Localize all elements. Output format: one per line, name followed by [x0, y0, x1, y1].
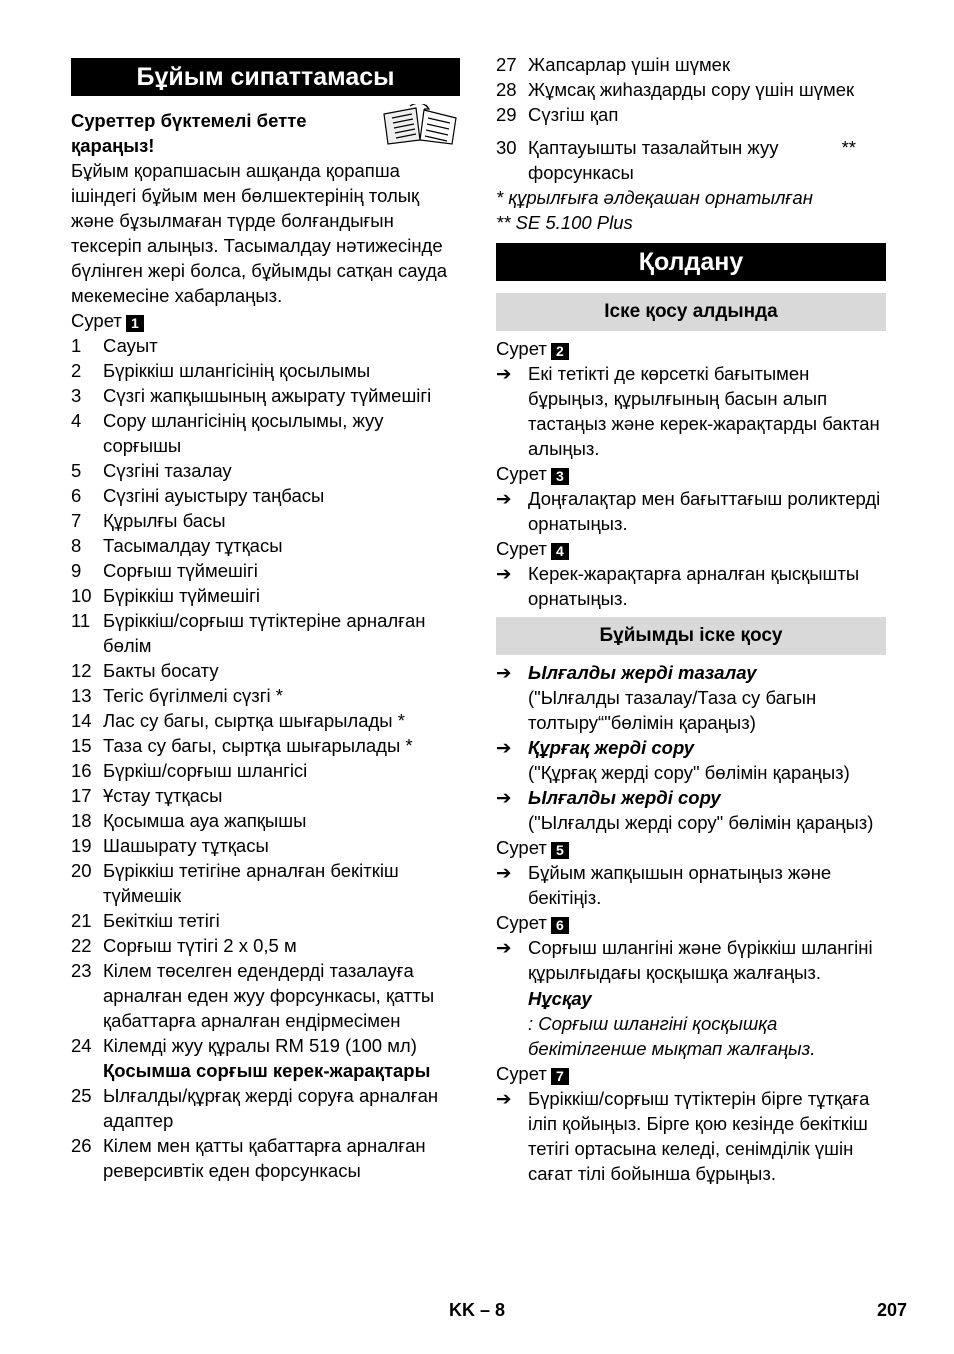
arrow-icon: ➔: [496, 488, 512, 509]
figure-label: Сурет: [496, 338, 547, 359]
list-item-text: Бүріккіш шлангісінің қосылымы: [103, 360, 371, 381]
figure-ref-3: [496, 461, 886, 486]
list-item-text: Жапсарлар үшін шүмек: [528, 54, 731, 75]
list-item-text: Сауыт: [103, 335, 158, 356]
arrow-icon: ➔: [496, 1088, 512, 1109]
figure-ref-6: [496, 910, 886, 935]
figure-label: Сурет: [496, 837, 547, 858]
accessories-list: [71, 1083, 460, 1183]
list-item-number: 15: [71, 735, 92, 756]
list-item-number: 21: [71, 910, 92, 931]
list-item-number: 24: [71, 1035, 92, 1056]
figure-ref-4: [496, 536, 886, 561]
list-item-number: 10: [71, 585, 92, 606]
list-item: [71, 508, 460, 533]
figure-number-badge: 5: [551, 842, 569, 859]
list-item: [71, 1083, 460, 1133]
list-item: [71, 1133, 460, 1183]
list-item-number: 23: [71, 960, 92, 981]
mode-title-wet-vac: Ылғалды жерді сору: [528, 787, 721, 808]
mode-reference: ("Құрғақ жерді сору" бөлімін қараңыз): [528, 762, 850, 783]
list-item-text: Сүзгі жапқышының ажырату түймешігі: [103, 385, 432, 406]
list-item-number: 4: [71, 410, 82, 431]
accessories-heading: Қосымша сорғыш керек-жарақтары: [103, 1060, 431, 1081]
double-asterisk-mark: **: [841, 137, 856, 158]
instruction-step: [496, 785, 886, 835]
instruction-step: [496, 486, 886, 536]
list-item-text: Сорғыш түймешігі: [103, 560, 258, 581]
mode-title-dry: Құрғақ жерді сору: [528, 737, 695, 758]
list-item-text: Сүзгіні тазалау: [103, 460, 232, 481]
list-item: [71, 958, 460, 1033]
figure-number-badge: 6: [551, 917, 569, 934]
list-item-number: 5: [71, 460, 82, 481]
list-item: [496, 102, 886, 127]
instruction-step: [496, 1086, 886, 1186]
mode-reference: ("Ылғалды жерді сору" бөлімін қараңыз): [528, 812, 874, 833]
mode-title-wet-clean: Ылғалды жерді тазалау: [528, 662, 757, 683]
instruction-text: Керек-жарақтарға арналған қысқышты орнатыңыз.: [528, 563, 860, 609]
figure-label: Сурет: [71, 310, 122, 331]
list-item-number: 6: [71, 485, 82, 506]
list-item-number: 27: [496, 54, 517, 75]
list-item-text: Таза су багы, сыртқа шығарылады *: [103, 735, 413, 756]
instruction-step: [496, 935, 886, 985]
list-item-text: Сору шлангісінің қосылымы, жуу сорғышы: [103, 410, 384, 456]
figure-label: Сурет: [496, 538, 547, 559]
list-item-text: Сүзгіні ауыстыру таңбасы: [103, 485, 325, 506]
foldout-note: Суреттер бүктемелі бетте қараңыз!: [71, 110, 307, 156]
arrow-icon: ➔: [496, 662, 512, 683]
list-item-text: Кілемді жуу құралы RM 519 (100 мл): [103, 1035, 417, 1056]
list-item: [71, 833, 460, 858]
instruction-text: Сорғыш шлангіні және бүріккіш шлангіні құрылғыдағы қосқышқа жалғаңыз.: [528, 937, 873, 983]
list-item: [71, 533, 460, 558]
list-item-text: Сүзгіш қап: [528, 104, 619, 125]
footer-language-page: KK – 8: [449, 1300, 506, 1320]
figure-label: Сурет: [496, 1063, 547, 1084]
list-item: [496, 52, 886, 77]
list-item-number: 13: [71, 685, 92, 706]
list-item-number: 25: [71, 1085, 92, 1106]
list-item-number: 12: [71, 660, 92, 681]
list-item-number: 1: [71, 335, 82, 356]
list-item-text: Қосымша ауа жапқышы: [103, 810, 307, 831]
list-item-text: Ылғалды/құрғақ жерді соруға арналған адаптер: [103, 1085, 439, 1131]
list-item: [71, 908, 460, 933]
list-item-number: 2: [71, 360, 82, 381]
list-item-number: 19: [71, 835, 92, 856]
list-item-text: Тасымалдау тұтқасы: [103, 535, 283, 556]
arrow-icon: ➔: [496, 787, 512, 808]
list-item: [71, 683, 460, 708]
list-item-number: 20: [71, 860, 92, 881]
intro-text: Бұйым қорапшасын ашқанда қорапша ішіндегі бұйым мен бөлшектерінің толық және бұзылмаған түрде болғандығын тексеріп алыңыз. Тасымалдау нәтижесінде бүлінген жері болса, бұйымды сатқан сауда мекемесіне хабарлаңыз.: [71, 160, 448, 306]
figure-number-badge: 4: [551, 543, 569, 560]
mode-reference: ("Ылғалды тазалау/Таза су багын толтыру“"бөлімін қараңыз): [528, 687, 817, 733]
list-item-text: Тегіс бүгілмелі сүзгі *: [103, 685, 283, 706]
list-item: [71, 583, 460, 608]
figure-number-badge: 7: [551, 1068, 569, 1085]
intro-block: [71, 108, 460, 308]
list-item: [496, 135, 886, 185]
figure-label: Сурет: [496, 463, 547, 484]
list-item-text: Кілем мен қатты қабаттарға арналған реверсивтік еден форсункасы: [103, 1135, 426, 1181]
left-column: [71, 52, 460, 1183]
list-item-number: 8: [71, 535, 82, 556]
instruction-step: [496, 361, 886, 461]
list-item: [71, 333, 460, 358]
list-item-number: 9: [71, 560, 82, 581]
list-item-text: Шашырату тұтқасы: [103, 835, 269, 856]
list-item: [71, 608, 460, 658]
list-item-number: 26: [71, 1135, 92, 1156]
figure-number-badge: 3: [551, 468, 569, 485]
note-title: Нұсқау: [528, 988, 592, 1009]
list-item-number: 29: [496, 104, 517, 125]
list-item-number: 3: [71, 385, 82, 406]
figure-ref-7: [496, 1061, 886, 1086]
list-item-text: Жұмсақ жиһаздарды сору үшін шүмек: [528, 79, 855, 100]
list-item: [71, 408, 460, 458]
list-item-number: 22: [71, 935, 92, 956]
list-item-text: Кілем төселген едендерді тазалауға арналған еден жуу форсункасы, қатты қабаттарға арналған ендірмесімен: [103, 960, 435, 1031]
note-text: : Сорғыш шлангіні қосқышқа бекітілгенше мықтап жалғаңыз.: [528, 1013, 816, 1059]
instruction-step: [496, 660, 886, 735]
list-item: [71, 383, 460, 408]
list-item-number: 14: [71, 710, 92, 731]
list-item: [71, 658, 460, 683]
list-item: [71, 733, 460, 758]
figure-ref-1: [71, 308, 460, 333]
figure-ref-2: [496, 336, 886, 361]
list-item-number: 7: [71, 510, 82, 531]
list-item-text: Ұстау тұтқасы: [103, 785, 223, 806]
list-item-number: 28: [496, 79, 517, 100]
instruction-step: [496, 860, 886, 910]
instruction-step: [496, 735, 886, 785]
list-item-text: Қаптауышты тазалайтын жуу форсункасы: [528, 137, 779, 183]
arrow-icon: ➔: [496, 862, 512, 883]
parts-list: [71, 333, 460, 1058]
list-item: [71, 708, 460, 733]
instruction-text: Доңғалақтар мен бағыттағыш роликтерді орнатыңыз.: [528, 488, 881, 534]
instruction-text: Екі тетікті де көрсеткі бағытымен бұрыңыз, құрылғының басын алып тастаңыз және керек-жарақтарды бактан алыңыз.: [528, 363, 880, 459]
list-item: [496, 77, 886, 102]
list-item-number: 17: [71, 785, 92, 806]
open-book-icon: [380, 104, 460, 146]
subsection-before-start: Іске қосу алдында: [496, 293, 886, 331]
arrow-icon: ➔: [496, 563, 512, 584]
parts-list-continued: [496, 52, 886, 127]
figure-label: Сурет: [496, 912, 547, 933]
right-column: [496, 52, 886, 1186]
arrow-icon: ➔: [496, 363, 512, 384]
list-item-number: 16: [71, 760, 92, 781]
arrow-icon: ➔: [496, 737, 512, 758]
footer-page-number: 207: [877, 1300, 908, 1320]
figure-number-badge: 1: [126, 315, 144, 332]
list-item-number: 30: [496, 137, 517, 158]
figure-number-badge: 2: [551, 343, 569, 360]
list-item-number: 11: [71, 610, 91, 631]
footnote-preinstalled: * құрылғыға әлдеқашан орнатылған: [496, 187, 813, 208]
list-item: [71, 858, 460, 908]
list-item-number: 18: [71, 810, 92, 831]
footnote-model: ** SE 5.100 Plus: [496, 212, 633, 233]
arrow-icon: ➔: [496, 937, 512, 958]
section-title-description: Бұйым сипаттамасы: [71, 58, 460, 96]
list-item: [71, 458, 460, 483]
list-item: [71, 1033, 460, 1058]
list-item: [71, 808, 460, 833]
instruction-text: Бүріккіш/сорғыш түтіктерін бірге тұтқаға іліп қойыңыз. Бірге қою кезінде бекіткіш тетігі ортасына келеді, сенімділік үшін сағат тілі бойынша бұрыңыз.: [528, 1088, 870, 1184]
list-item: [71, 933, 460, 958]
list-item-text: Лас су багы, сыртқа шығарылады *: [103, 710, 405, 731]
list-item: [71, 558, 460, 583]
instruction-text: Бұйым жапқышын орнатыңыз және бекітіңіз.: [528, 862, 832, 908]
list-item-text: Бүріккіш түймешігі: [103, 585, 260, 606]
section-title-usage: Қолдану: [496, 243, 886, 281]
figure-ref-5: [496, 835, 886, 860]
list-item-text: Бүріккіш/сорғыш түтіктеріне арналған бөлім: [103, 610, 426, 656]
instruction-step: [496, 561, 886, 611]
list-item-text: Құрылғы басы: [103, 510, 226, 531]
list-item-text: Сорғыш түтігі 2 х 0,5 м: [103, 935, 297, 956]
list-item: [71, 758, 460, 783]
list-item-text: Бакты босату: [103, 660, 219, 681]
subsection-start-device: Бұйымды іске қосу: [496, 617, 886, 655]
list-item: [71, 783, 460, 808]
list-item: [71, 483, 460, 508]
list-item-text: Бүркіш/сорғыш шлангісі: [103, 760, 308, 781]
list-item: [71, 358, 460, 383]
list-item-text: Бүріккіш тетігіне арналған бекіткіш түймешік: [103, 860, 399, 906]
list-item-text: Бекіткіш тетігі: [103, 910, 220, 931]
